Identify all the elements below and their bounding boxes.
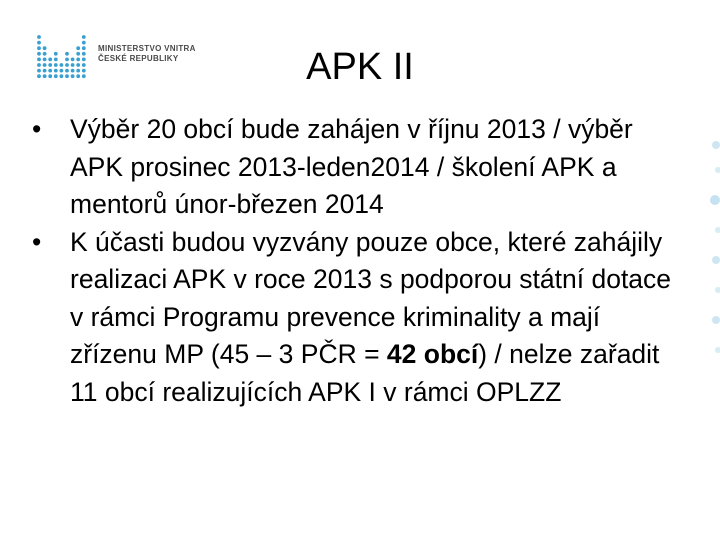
bullet-text-bold: 42 obcí (386, 339, 479, 369)
decor-dot (710, 195, 720, 205)
bullet-marker: • (32, 114, 42, 144)
bullet-item-2 (32, 224, 682, 412)
slide-title: APK II (306, 46, 414, 88)
logo-dot (82, 35, 86, 39)
decor-dot (712, 256, 720, 264)
decor-dot (712, 316, 720, 324)
bullet-text-after: ) / nelze zařadit 11 obcí realizujících APK I v rámci OPLZZ (70, 339, 660, 407)
bullet-text: Výběr 20 obcí bude zahájen v říjnu 2013 / výběr APK prosinec 2013-leden2014 / školení APK a mentorů únor-březen 2014 (70, 114, 633, 219)
bullet-item-1 (32, 111, 682, 224)
bullet-list (32, 111, 682, 411)
decor-dot (715, 347, 720, 353)
decor-dot (715, 227, 720, 233)
logo-dot (37, 35, 41, 39)
bullet-marker: • (32, 226, 42, 257)
decor-dot (715, 167, 720, 173)
bullet-text-before: K účasti budou vyzvány pouze obce, které zahájily realizaci APK v roce 2013 s podporou státní dotace v rámci Programu prevence kriminality a mají zřízenu MP (45 – 3 PČR = (70, 226, 672, 369)
logo-line-1: MINISTERSTVO VNITRA (98, 44, 196, 53)
decor-dot (715, 287, 720, 293)
decorative-dots (706, 130, 720, 380)
decor-dot (712, 141, 720, 149)
logo-line-2: ČESKÉ REPUBLIKY (98, 54, 179, 63)
